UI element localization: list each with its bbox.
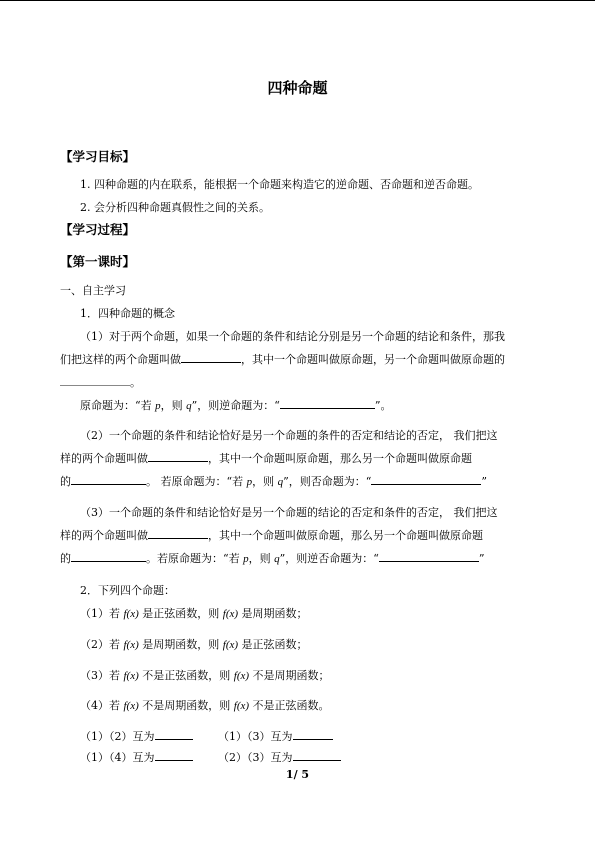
q2-item-4: （4）若 f(x) 不是周期函数，则 f(x) 不是正弦函数。 xyxy=(80,699,330,712)
concept-3-line-1: （3）一个命题的条件和结论恰好是另一个命题的结论的否定和条件的否定， 我们把这 xyxy=(80,506,498,519)
concept-1-line-2: 们把这样的两个命题叫做 ，其中一个命题叫做原命题，另一个命题叫做原命题的 xyxy=(60,353,505,366)
concept-1-line-3: 。 xyxy=(60,374,141,390)
blank-pair-1-4[interactable] xyxy=(155,749,193,761)
concept-3-line-2: 样的两个命题叫做 ，其中一个命题叫做原命题，那么另一个命题叫做原命题 xyxy=(60,529,483,542)
concept-heading: 1．四种命题的概念 xyxy=(80,307,175,320)
goal-item-1: 1. 四种命题的内在联系，能根据一个命题来构造它的逆命题、否命题和逆否命题。 xyxy=(80,178,479,191)
q2-item-2: （2）若 f(x) 是周期函数，则 f(x) 是正弦函数； xyxy=(80,638,308,651)
concept-2-line-3: 的 。 若原命题为：“若 p，则 q”，则否命题为：“ ” xyxy=(60,475,487,488)
part-self-study: 一、自主学习 xyxy=(60,284,126,297)
q2-pair-2-3: （2）（3）互为 xyxy=(218,749,341,765)
blank-contrapositive-proposition[interactable] xyxy=(379,550,479,562)
concept-2-line-1: （2）一个命题的条件和结论恰好是另一个命题的条件的否定和结论的否定， 我们把这 xyxy=(80,429,498,442)
blank-pair-1-2[interactable] xyxy=(155,728,193,740)
page-number: 1/ 5 xyxy=(285,768,310,781)
blank-inverse-2[interactable] xyxy=(71,473,146,485)
section-lesson-1: 【第一课时】 xyxy=(60,254,136,269)
goal-item-2: 2. 会分析四种命题真假性之间的关系。 xyxy=(80,201,270,214)
section-learning-process: 【学习过程】 xyxy=(60,222,136,237)
q2-pair-1-4: （1）（4）互为 xyxy=(80,749,193,765)
q2-pair-1-3: （1）（3）互为 xyxy=(218,728,333,744)
blank-inverse-proposition[interactable] xyxy=(371,473,481,485)
blank-converse-2[interactable] xyxy=(60,374,130,386)
blank-pair-2-3[interactable] xyxy=(293,749,341,761)
blank-pair-1-3[interactable] xyxy=(293,728,333,740)
q2-heading: 2．下列四个命题： xyxy=(80,584,175,597)
blank-contrapositive-2[interactable] xyxy=(71,550,146,562)
top-rule xyxy=(0,0,595,1)
section-learning-goals: 【学习目标】 xyxy=(60,149,136,164)
q2-item-3: （3）若 f(x) 不是正弦函数，则 f(x) 不是周期函数； xyxy=(80,669,330,682)
blank-inverse[interactable] xyxy=(148,450,208,462)
blank-converse-proposition[interactable] xyxy=(280,397,375,409)
concept-1-line-1: （1）对于两个命题，如果一个命题的条件和结论分别是另一个命题的结论和条件，那我 xyxy=(80,330,505,343)
concept-2-line-2: 样的两个命题叫做 ，其中一个命题叫原命题，那么另一个命题叫做原命题 xyxy=(60,452,472,465)
page-title: 四种命题 xyxy=(267,79,328,97)
blank-contrapositive[interactable] xyxy=(148,527,208,539)
concept-1-example: 原命题为：“若 p，则 q”，则逆命题为：“ ”。 xyxy=(80,399,392,412)
q2-pair-1-2: （1）（2）互为 xyxy=(80,728,193,744)
blank-converse[interactable] xyxy=(181,351,241,363)
q2-item-1: （1）若 f(x) 是正弦函数，则 f(x) 是周期函数； xyxy=(80,607,308,620)
concept-3-line-3: 的 。若原命题为：“若 p，则 q”，则逆否命题为：“ ” xyxy=(60,552,485,565)
